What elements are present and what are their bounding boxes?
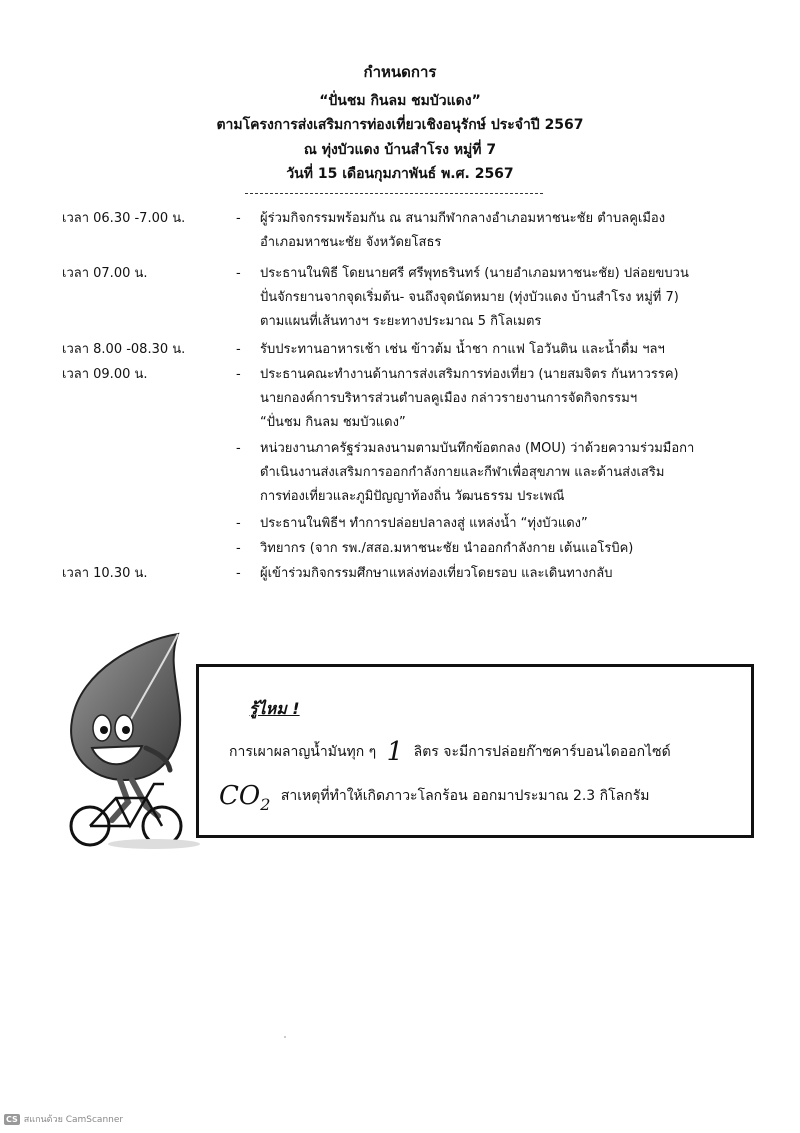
scanner-text: สแกนด้วย CamScanner <box>23 1115 124 1125</box>
fact-text: สาเหตุที่ทำให้เกิดภาวะโลกร้อน ออกมาประมาณ 2.3 กิโลกรัม <box>280 788 650 804</box>
did-you-know-title: รู้ไหม ! <box>249 699 300 718</box>
fact-line-2 <box>219 781 649 814</box>
schedule-time: เวลา 09.00 น. <box>62 367 148 382</box>
schedule-bullet: - <box>236 566 241 581</box>
schedule-bullet: - <box>236 342 241 357</box>
schedule-time: เวลา 06.30 -7.00 น. <box>62 211 186 226</box>
schedule-text: “ปั่นชม กินลม ชมบัวแดง” <box>260 415 406 430</box>
schedule-time: เวลา 07.00 น. <box>62 266 148 281</box>
page-title: กำหนดการ <box>363 63 437 81</box>
schedule-text: ประธานในพิธีฯ ทำการปล่อยปลาลงสู่ แหล่งน้ำ “ทุ่งบัวแดง” <box>260 516 588 531</box>
schedule-text: ตามแผนที่เส้นทางฯ ระยะทางประมาณ 5 กิโลเมตร <box>260 314 542 329</box>
schedule-text: หน่วยงานภาครัฐร่วมลงนามตามบันทึกข้อตกลง (MOU) ว่าด้วยความร่วมมือกา <box>260 441 695 456</box>
scan-speck <box>284 1036 286 1038</box>
schedule-text: ดำเนินงานส่งเสริมการออกกำลังกายและกีฬาเพื่อสุขภาพ และด้านส่งเสริม <box>260 465 665 480</box>
schedule-bullet: - <box>236 516 241 531</box>
event-name: “ปั่นชม กินลม ชมบัวแดง” <box>319 93 481 109</box>
co2-formula <box>219 781 271 815</box>
schedule-text: ผู้ร่วมกิจกรรมพร้อมกัน ณ สนามกีฬากลางอำเภอมหาชนะชัย ตำบลคูเมือง <box>260 211 666 226</box>
schedule-text: อำเภอมหาชนะชัย จังหวัดยโสธร <box>260 235 442 250</box>
leaf-mascot-on-bicycle-icon <box>50 630 210 850</box>
schedule-text: ประธานในพิธี โดยนายศรี ศรีพุทธรินทร์ (นายอำเภอมหาชนะชัย) ปล่อยขบวน <box>260 266 689 281</box>
schedule-text: ประธานคณะทำงานด้านการส่งเสริมการท่องเที่ยว (นายสมจิตร กันหาวรรค) <box>260 367 679 382</box>
project-name: ตามโครงการส่งเสริมการท่องเที่ยวเชิงอนุรักษ์ ประจำปี 2567 <box>216 117 584 133</box>
schedule-bullet: - <box>236 266 241 281</box>
schedule-text: การท่องเที่ยวและภูมิปัญญาท้องถิ่น วัฒนธรรม ประเพณี <box>260 489 565 504</box>
did-you-know-box <box>196 664 754 838</box>
schedule-bullet: - <box>236 367 241 382</box>
schedule-bullet: - <box>236 441 241 456</box>
fact-text: ลิตร จะมีการปล่อยก๊าซคาร์บอนไดออกไซด์ <box>413 744 671 760</box>
schedule-text: นายกองค์การบริหารส่วนตำบลคูเมือง กล่าวรายงานการจัดกิจกรรมฯ <box>260 391 638 406</box>
fact-text: การเผาผลาญน้ำมันทุก ๆ <box>229 744 377 760</box>
schedule-time: เวลา 8.00 -08.30 น. <box>62 342 186 357</box>
camscanner-logo-icon: CS <box>6 1114 18 1124</box>
schedule-text: ปั่นจักรยานจากจุดเริ่มต้น- จนถึงจุดนัดหมาย (ทุ่งบัวแดง บ้านสำโรง หมู่ที่ 7) <box>260 290 679 305</box>
schedule-text: รับประทานอาหารเช้า เช่น ข้าวต้ม น้ำชา กาแฟ โอวันติน และน้ำดื่ม ฯลฯ <box>260 342 665 357</box>
schedule-bullet: - <box>236 541 241 556</box>
schedule-text: ผู้เข้าร่วมกิจกรรมศึกษาแหล่งท่องเที่ยวโดยรอบ และเดินทางกลับ <box>260 566 613 581</box>
schedule-bullet: - <box>236 211 241 226</box>
fact-line-1 <box>229 737 671 767</box>
scanner-watermark <box>4 1112 123 1126</box>
event-location: ณ ทุ่งบัวแดง บ้านสำโรง หมู่ที่ 7 <box>303 142 497 158</box>
schedule-time: เวลา 10.30 น. <box>62 566 148 581</box>
fact-number: 1 <box>386 737 404 767</box>
co2-subscript: 2 <box>260 795 271 815</box>
event-date: วันที่ 15 เดือนกุมภาพันธ์ พ.ศ. 2567 <box>286 166 514 182</box>
dashed-divider <box>245 193 543 194</box>
co2-symbol: CO <box>219 781 261 811</box>
schedule-text: วิทยากร (จาก รพ./สสอ.มหาชนะชัย นำออกกำลังกาย เต้นแอโรบิค) <box>260 541 634 556</box>
